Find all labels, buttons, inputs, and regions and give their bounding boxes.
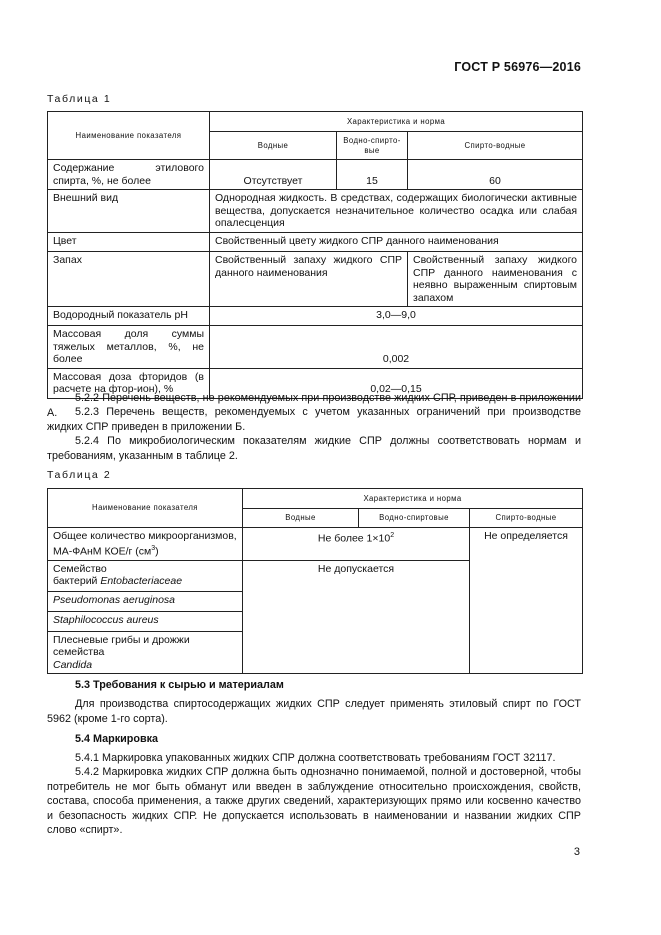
row-label-prefix: бактерий [53,575,101,587]
row-label: Массовая доля суммы тяжелых металлов, %, не более [48,326,210,369]
row-label-line1: Плесневые грибы и дрожжи семейства [53,633,190,658]
page-number: 3 [573,846,580,858]
table-row [48,252,583,307]
row-label [48,591,243,611]
paragraph-5-4-2: 5.4.2 Маркировка жидких СПР должна быть однозначно понимаемой, полной и достоверной, чтобы потребитель не мог быть обманут или введен в заблуждение относительно происхождения, свойств, состава, способа применения, а также других сведений, характеризующих прямо или косвенно качество и безопасность жидких СПР. Не допускается использовать в наименовании и названии жидких СПР слово «спирт». [47,766,581,836]
cell-value: Однородная жидкость. В средствах, содержащих биологически активные вещества, допускается незначительное количество осадка или слабая опалесценция [210,190,583,233]
table2-header-group: Характеристика и норма [243,489,583,509]
row-label [48,631,243,674]
cell-value: Не определяется [470,528,583,674]
row-label [48,560,243,591]
table1-caption: Таблица 1 [47,93,112,105]
table-row [48,233,583,252]
row-label-italic: Candida [53,658,93,671]
row-label: Массовая доза фторидов (в расчете на фтор-ион), % [48,368,210,398]
row-label-italic: Staphilococcus aureus [53,613,159,626]
table2 [47,488,583,674]
cell-value: 0,02—0,15 [210,368,583,398]
paragraph-5-2-3: 5.2.3 Перечень веществ, рекомендуемых с учетом указанных ограничений при производстве жидких СПР приведен в приложении Б. [47,406,581,433]
paragraph-5-2-2: 5.2.2 Перечень веществ, не рекомендуемых при производстве жидких СПР, приведен в приложении А. [47,392,581,419]
section-5-4-heading: 5.4 Маркировка [75,733,159,745]
paragraph-5-2-4: 5.2.4 По микробиологическим показателям жидкие СПР должны соответствовать нормам и требованиям, указанным в таблице 2. [47,435,581,462]
cell-value: 15 [337,160,408,190]
cell-value: 3,0—9,0 [210,307,583,326]
table2-caption: Таблица 2 [47,469,112,481]
table2-subheader-alcohol-water: Спирто-водные [470,509,583,528]
table1-subheader-water-alcohol: Водно-спирто-вые [337,132,408,160]
row-label [48,528,243,561]
table1-header-indicator: Наименование показателя [48,112,210,160]
row-label-line1: Общее количество микроорганизмов, [53,530,237,542]
table1-subheader-alcohol-water: Спирто-водные [408,132,583,160]
row-label: Водородный показатель pH [48,307,210,326]
row-label-line2: МА-ФАнМ КОЕ/г (см [53,545,152,557]
row-label [48,611,243,631]
row-label-end: ) [155,545,159,557]
table-row [48,160,583,190]
cell-value: 0,002 [210,326,583,369]
cell-value: Не допускается [243,560,470,674]
table-row [48,307,583,326]
table1 [47,111,583,399]
table-row [48,326,583,369]
row-label: Содержание этилового спирта, %, не более [48,160,210,190]
table-row [48,190,583,233]
cell-value [243,528,470,561]
cell-value: Отсутствует [210,160,337,190]
row-label: Цвет [48,233,210,252]
row-label-italic: Entobacteriaceae [100,575,183,587]
row-label: Внешний вид [48,190,210,233]
cell-value: Свойственный цвету жидкого СПР данного наименования [210,233,583,252]
table2-subheader-water: Водные [243,509,359,528]
table-row [48,528,583,561]
cell-value: Свойственный запаху жидкого СПР данного наименования с неявно выраженным спиртовым запахом [408,252,583,307]
table2-subheader-water-alcohol: Водно-спиртовые [359,509,470,528]
table2-header-indicator: Наименование показателя [48,489,243,528]
table1-header-group: Характеристика и норма [210,112,583,132]
row-label: Запах [48,252,210,307]
cell-value-superscript: 2 [390,532,395,539]
standard-number: ГОСТ Р 56976—2016 [454,60,581,74]
row-label-line1: Семейство [53,562,107,575]
row-label-italic: Pseudomonas aeruginosa [53,593,176,606]
cell-value: Свойственный запаху жидкого СПР данного наименования [210,252,408,307]
cell-value: 60 [408,160,583,190]
table1-subheader-water: Водные [210,132,337,160]
paragraph-5-4-1: 5.4.1 Маркировка упакованных жидких СПР должна соответствовать требованиям ГОСТ 32117. [75,752,556,764]
section-5-3-heading: 5.3 Требования к сырью и материалам [75,679,284,691]
cell-value-prefix: Не более 1×10 [317,532,391,545]
section-5-3-text: Для производства спиртосодержащих жидких СПР следует применять этиловый спирт по ГОСТ 5962 (кроме 1-го сорта). [47,698,581,725]
row-label-superscript: 3 [151,544,156,552]
